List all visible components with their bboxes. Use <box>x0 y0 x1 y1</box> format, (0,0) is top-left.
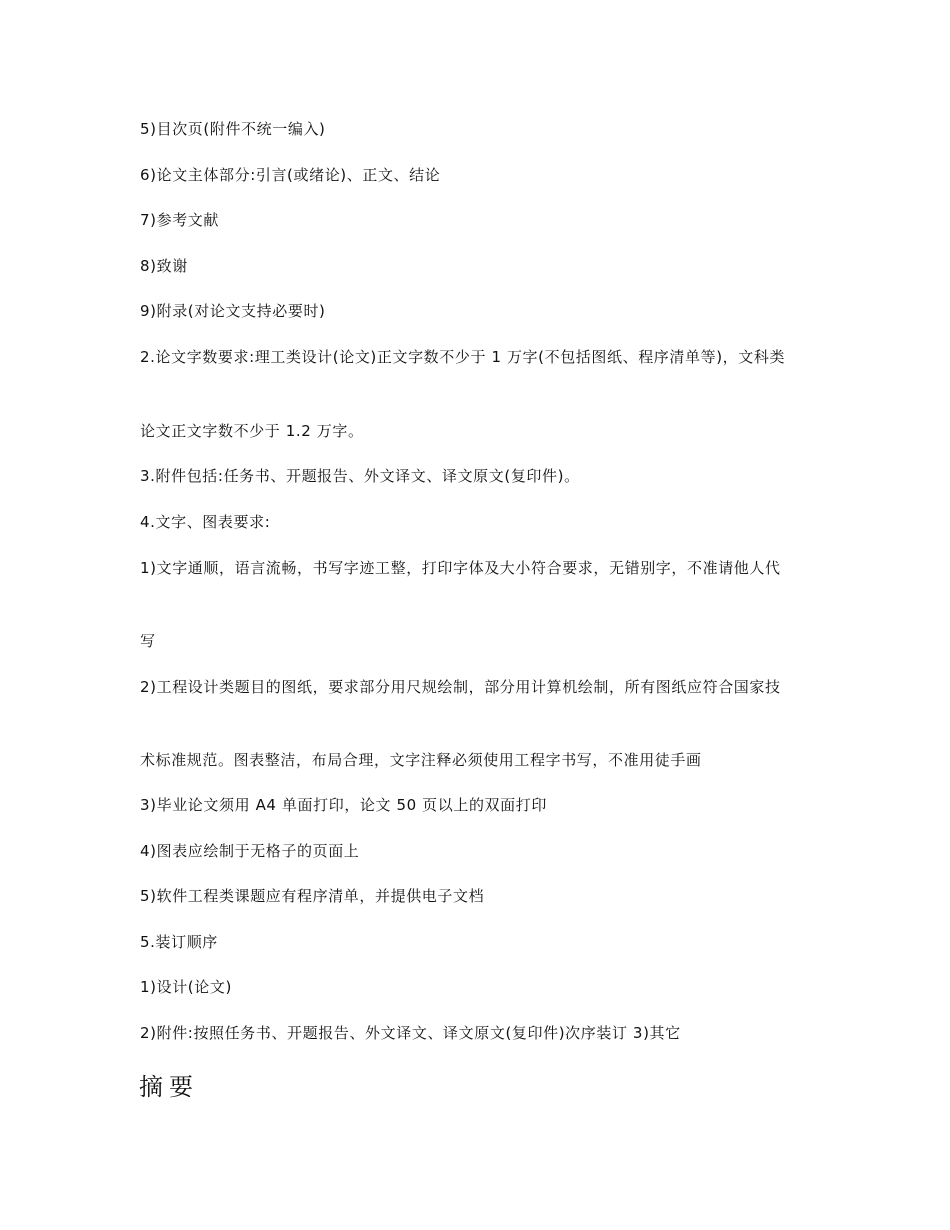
text-line: 3)毕业论文须用 A4 单面打印，论文 50 页以上的双面打印 <box>140 796 547 814</box>
text-paragraph: 1)文字通顺，语言流畅，书写字迹工整，打印字体及大小符合要求，无错别字，不准请他人代 <box>140 559 781 577</box>
text-line: 4.文字、图表要求: <box>140 513 271 531</box>
text-line: 写 <box>140 632 156 650</box>
text-line: 论文正文字数不少于 1.2 万字。 <box>140 422 364 440</box>
text-paragraph: 2)工程设计类题目的图纸，要求部分用尺规绘制，部分用计算机绘制，所有图纸应符合国家技 <box>140 678 781 696</box>
text-line: 5)软件工程类课题应有程序清单，并提供电子文档 <box>140 887 485 905</box>
text-line: 6)论文主体部分:引言(或绪论)、正文、结论 <box>140 166 441 184</box>
text-line: 2)附件:按照任务书、开题报告、外文译文、译文原文(复印件)次序装订 3)其它 <box>140 1024 681 1042</box>
text-line: 3.附件包括:任务书、开题报告、外文译文、译文原文(复印件)。 <box>140 467 580 485</box>
text-line: 术标准规范。图表整洁，布局合理，文字注释必须使用工程字书写，不准用徒手画 <box>140 751 702 769</box>
text-line: 4)图表应绘制于无格子的页面上 <box>140 842 360 860</box>
text-line: 8)致谢 <box>140 257 188 275</box>
text-line: 5.装订顺序 <box>140 933 218 951</box>
text-line: 5)目次页(附件不统一编入) <box>140 120 326 138</box>
text-paragraph: 2.论文字数要求:理工类设计(论文)正文字数不少于 1 万字(不包括图纸、程序清单等)，文科类 <box>140 348 786 366</box>
text-line: 9)附录(对论文支持必要时) <box>140 302 326 320</box>
text-line: 1)设计(论文) <box>140 978 232 996</box>
text-line: 7)参考文献 <box>140 211 219 229</box>
section-heading: 摘要 <box>139 1073 199 1101</box>
